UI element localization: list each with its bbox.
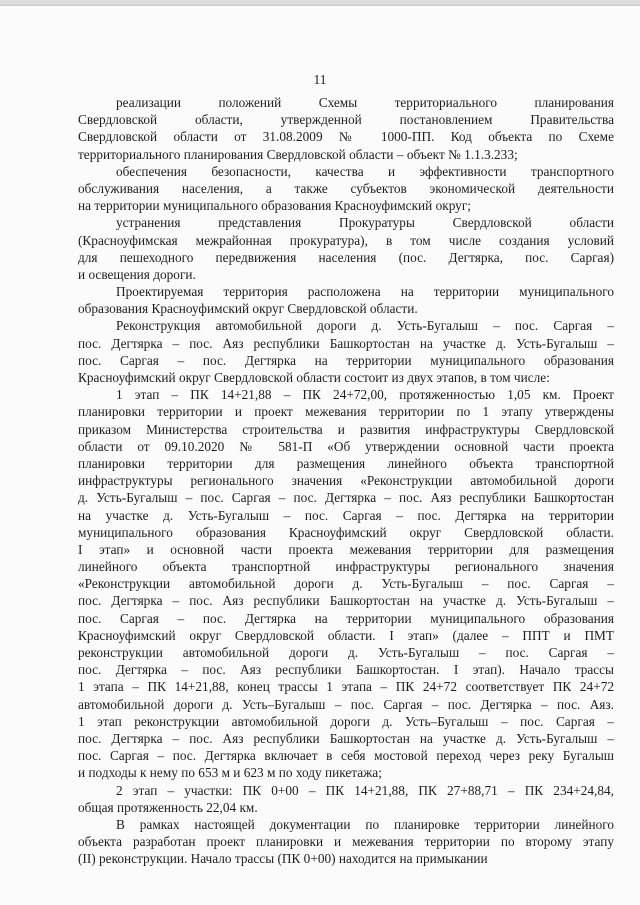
text-line: приказом Министерства строительства и развития инфраструктуры Свердловской — [78, 421, 614, 437]
text-line: В рамках настоящей документации по планировке территории линейного — [116, 816, 614, 832]
text-line: «Реконструкции автомобильной дороги д. Усть-Бугалыш – пос. Саргая – — [78, 576, 614, 592]
text-line: планировки территории для размещения линейного объекта транспортной — [78, 455, 614, 471]
text-line: 1 этап реконструкции автомобильной дороги д. Усть–Бугалыш – пос. Саргая – — [78, 713, 614, 729]
document-body — [78, 94, 614, 867]
text-line: пос. Саргая – пос. Дегтярка на территории муниципального образования — [78, 352, 614, 368]
text-line: устранения представления Прокуратуры Свердловской области — [116, 215, 614, 231]
paragraph-stage-2 — [78, 782, 614, 816]
text-line: области от 09.10.2020 № 581-П «Об утверждении основной части проекта — [78, 438, 614, 454]
text-line: пос. Дегтярка – пос. Аяз республики Башкортостан на участке д. Усть-Бугалыш – — [78, 730, 614, 746]
text-line: 1 этап – ПК 14+21,88 – ПК 24+72,00, протяженностью 1,05 км. Проект — [116, 387, 614, 403]
text-line: реализации положений Схемы территориального планирования — [116, 95, 614, 110]
text-line: Свердловской области, утвержденной постановлением Правительства — [78, 112, 614, 128]
text-line: планировки территории и проект межевания территории по 1 этапу утверждены — [78, 404, 614, 420]
text-line: Красноуфимский округ Свердловской области. I этап» (далее – ППТ и ПМТ — [78, 627, 614, 643]
text-line: образования Красноуфимский округ Свердловской области. — [78, 301, 418, 317]
paragraph-territory-location — [78, 283, 614, 317]
paragraph-transport-safety — [78, 163, 614, 215]
text-line: I этап» и основной части проекта межевания территории для размещения — [78, 541, 614, 557]
text-line: пос. Саргая – пос. Дегтярка на территории муниципального образования — [78, 610, 614, 626]
text-line: муниципального образования Красноуфимский округ Свердловской области. — [78, 524, 614, 540]
text-line: территориального планирования Свердловской области – объект № 1.1.3.233; — [78, 146, 518, 162]
paragraph-reconstruction-stages — [78, 317, 614, 386]
text-line: пос. Дегтярка – пос. Аяз республики Башкортостан. I этап). Начало трассы — [78, 662, 614, 678]
paragraph-scheme-implementation — [78, 94, 614, 163]
text-line: автомобильной дороги д. Усть–Бугалыш – пос. Саргая – пос. Дегтярка – пос. Аяз. — [78, 696, 614, 712]
text-line: инфраструктуры регионального значения «Реконструкции автомобильной дороги — [78, 473, 614, 489]
document-page — [0, 6, 640, 905]
text-line: объекта разработан проект планировки и межевания территории по второму этапу — [78, 834, 614, 850]
paragraph-stage-1 — [78, 386, 614, 781]
text-line: линейного объекта транспортной инфраструктуры регионального значения — [78, 559, 614, 575]
text-line: обслуживания населения, а также субъектов экономической деятельности — [78, 180, 614, 196]
text-line: пос. Дегтярка – пос. Аяз республики Башкортостан на участке д. Усть-Бугалыш – — [78, 335, 614, 351]
text-line: (Красноуфимская межрайонная прокуратура), в том числе создания условий — [78, 232, 614, 248]
paragraph-prosecutor-order — [78, 214, 614, 283]
text-line: Красноуфимский округ Свердловской области состоит из двух этапов, в том числе: — [78, 370, 550, 385]
text-line: пос. Дегтярка – пос. Аяз республики Башкортостан на участке д. Усть-Бугалыш – — [78, 593, 614, 609]
text-line: реконструкции автомобильной дороги д. Усть-Бугалыш – пос. Саргая – — [78, 645, 614, 660]
text-line: д. Усть-Бугалыш – пос. Саргая – пос. Дегтярка – пос. Аяз республики Башкортостан — [78, 490, 614, 506]
text-line: и освещения дороги. — [78, 266, 196, 282]
paragraph-documentation-scope — [78, 816, 614, 868]
text-line: (II) реконструкции. Начало трассы (ПК 0+00) находится на примыкании — [78, 851, 488, 867]
text-line: Проектируемая территория расположена на территории муниципального — [116, 284, 614, 300]
text-line: Свердловской области от 31.08.2009 № 1000-ПП. Код объекта по Схеме — [78, 129, 614, 145]
text-line: общая протяженность 22,04 км. — [78, 799, 258, 815]
text-line: 2 этап – участки: ПК 0+00 – ПК 14+21,88, ПК 27+88,71 – ПК 234+24,84, — [116, 782, 614, 798]
text-line: обеспечения безопасности, качества и эффективности транспортного — [116, 163, 614, 179]
text-line: пос. Саргая – пос. Дегтярка включает в себя мостовой переход через реку Бугалыш — [78, 748, 614, 764]
text-line: и подходы к нему по 653 м и 623 м по ходу пикетажа; — [78, 765, 382, 781]
text-line: на территории муниципального образования Красноуфимский округ; — [78, 198, 471, 214]
text-line: для пешеходного передвижения населения (пос. Дегтярка, пос. Саргая) — [78, 249, 614, 265]
text-line: Реконструкция автомобильной дороги д. Усть-Бугалыш – пос. Саргая – — [116, 318, 614, 334]
text-line: на участке д. Усть-Бугалыш – пос. Саргая – пос. Дегтярка на территории — [78, 507, 614, 523]
page-number: 11 — [313, 72, 327, 87]
text-line: 1 этапа – ПК 14+21,88, конец трассы 1 этапа – ПК 24+72 соответствует ПК 24+72 — [78, 679, 614, 695]
